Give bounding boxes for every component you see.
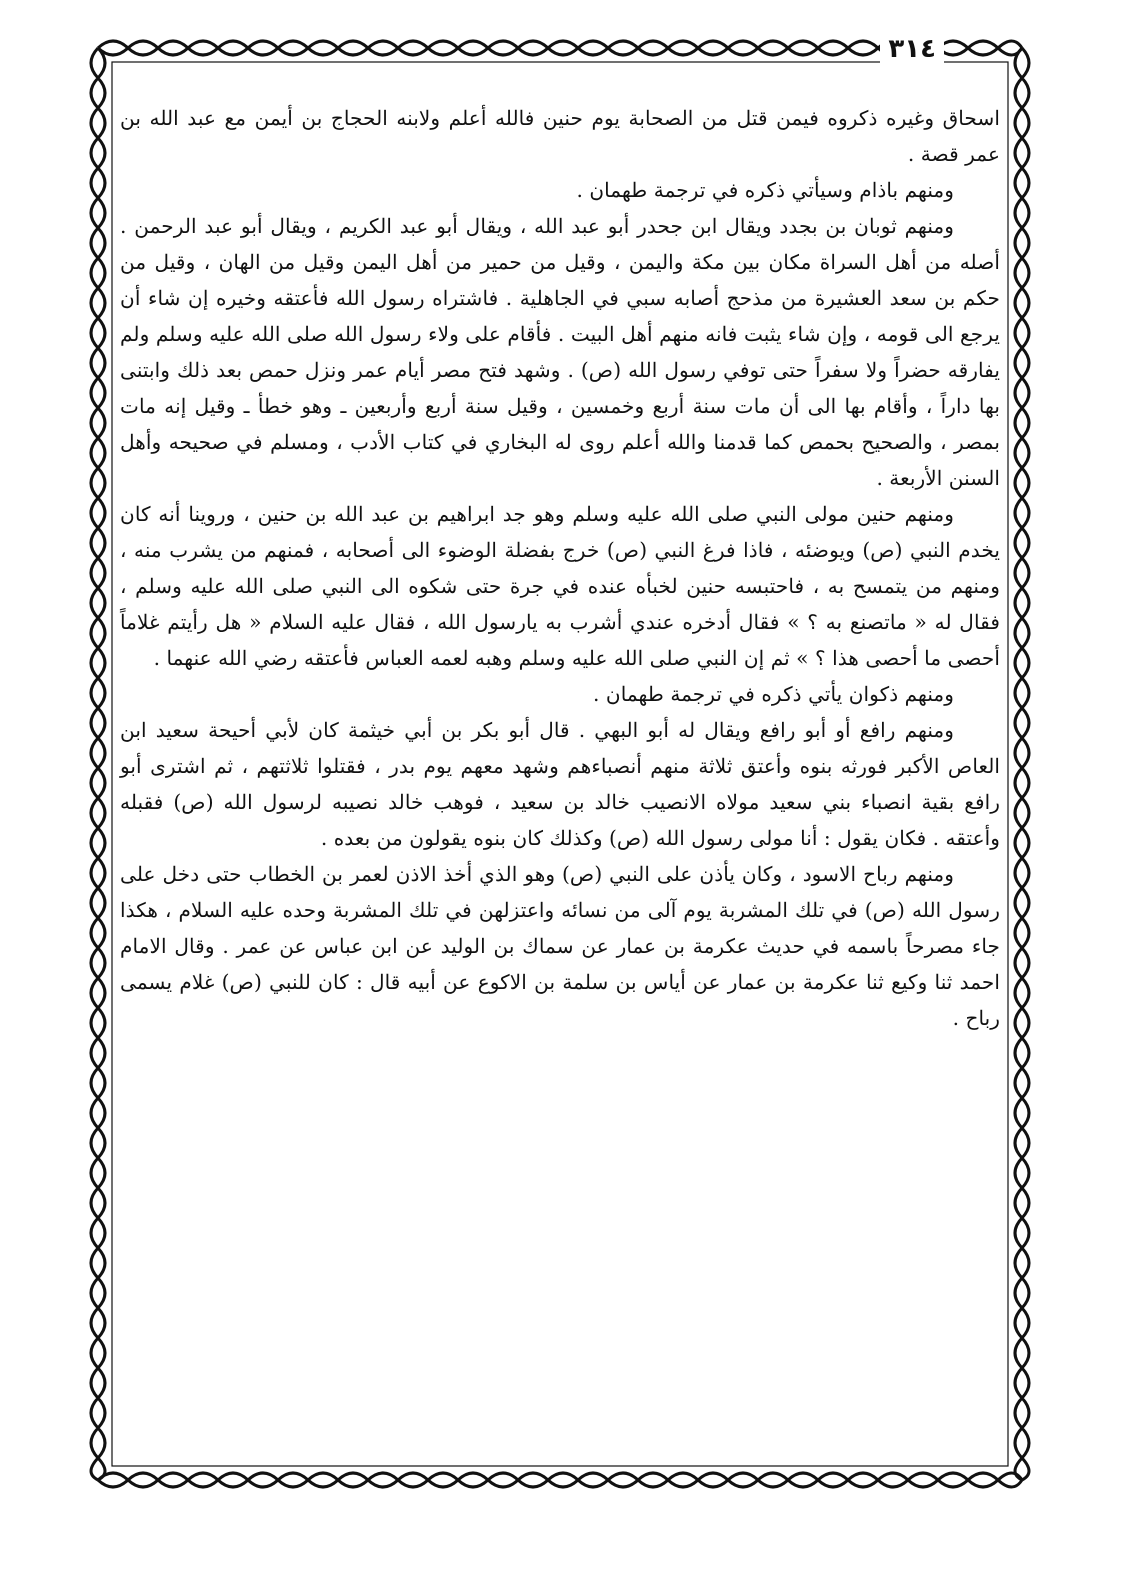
paragraph-4: ومنهم حنين مولى النبي صلى الله عليه وسلم وهو جد ابراهيم بن عبد الله بن حنين ، وروينا أنه كان يخدم النبي (ص) ويوضئه ، فاذا فرغ النبي (ص) خرج بفضلة الوضوء الى أصحابه ، فمنهم من يشرب منه ، ومنهم من يتمسح به ، فاحتبسه حنين لخبأه عنده في جرة حتى شكوه الى النبي صلى الله عليه وسلم ، فقال له « ماتصنع به ؟ » فقال أدخره عندي أشرب به يارسول الله ، فقال عليه السلام « هل رأيتم غلاماً أحصى ما أحصى هذا ؟ » ثم إن النبي صلى الله عليه وسلم وهبه لعمه العباس فأعتقه رضي الله عنهما . [120, 502, 1000, 670]
text-body [120, 100, 1000, 1036]
page-number: ٣١٤ [880, 34, 944, 64]
paragraph-6: ومنهم رافع أو أبو رافع ويقال له أبو البهي . قال أبو بكر بن أبي خيثمة كان لأبي أحيحة سعيد ابن العاص الأكبر فورثه بنوه وأعتق ثلاثة منهم أنصباءهم وشهد معهم يوم بدر ، فقتلوا ثلاثتهم ، ثم اشترى أبو رافع بقية انصباء بني سعيد مولاه الانصيب خالد بن سعيد ، فوهب خالد نصيبه لرسول الله (ص) فقبله وأعتقه . فكان يقول : أنا مولى رسول الله (ص) وكذلك كان بنوه يقولون من بعده . [120, 718, 1000, 850]
paragraph-7: ومنهم رباح الاسود ، وكان يأذن على النبي (ص) وهو الذي أخذ الاذن لعمر بن الخطاب حتى دخل على رسول الله (ص) في تلك المشربة يوم آلى من نسائه واعتزلهن في تلك المشربة وحده عليه السلام ، هكذا جاء مصرحاً باسمه في حديث عكرمة بن عمار عن سماك بن الوليد عن ابن عباس عن عمر . وقال الامام احمد ثنا وكيع ثنا عكرمة بن عمار عن أياس بن سلمة بن الاكوع عن أبيه قال : كان للنبي (ص) غلام يسمى رباح . [120, 862, 1000, 1030]
paragraph-1: اسحاق وغيره ذكروه فيمن قتل من الصحابة يوم حنين فالله أعلم ولابنه الحجاج بن أيمن مع عبد الله بن عمر قصة . [120, 106, 1000, 166]
page-frame [84, 34, 1036, 1494]
paragraph-5: ومنهم ذكوان يأتي ذكره في ترجمة طهمان . [593, 682, 954, 706]
paragraph-2: ومنهم باذام وسيأتي ذكره في ترجمة طهمان . [576, 178, 954, 202]
paragraph-3: ومنهم ثوبان بن بجدد ويقال ابن جحدر أبو عبد الله ، ويقال أبو عبد الكريم ، ويقال أبو عبد الرحمن . أصله من أهل السراة مكان بين مكة واليمن ، وقيل من حمير من أهل اليمن وقيل من الهان ، وقيل من حكم بن سعد العشيرة من مذحج أصابه سبي في الجاهلية . فاشتراه رسول الله فأعتقه وخيره إن شاء أن يرجع الى قومه ، وإن شاء يثبت فانه منهم أهل البيت . فأقام على ولاء رسول الله صلى الله عليه وسلم ولم يفارقه حضراً ولا سفراً حتى توفي رسول الله (ص) . وشهد فتح مصر أيام عمر ونزل حمص بعد ذلك وابتنى بها داراً ، وأقام بها الى أن مات سنة أربع وخمسين ، وقيل سنة أربع وأربعين ـ وهو خطأ ـ وقيل إنه مات بمصر ، والصحيح بحمص كما قدمنا والله أعلم روى له البخاري في كتاب الأدب ، ومسلم في صحيحه وأهل السنن الأربعة . [120, 214, 1000, 490]
